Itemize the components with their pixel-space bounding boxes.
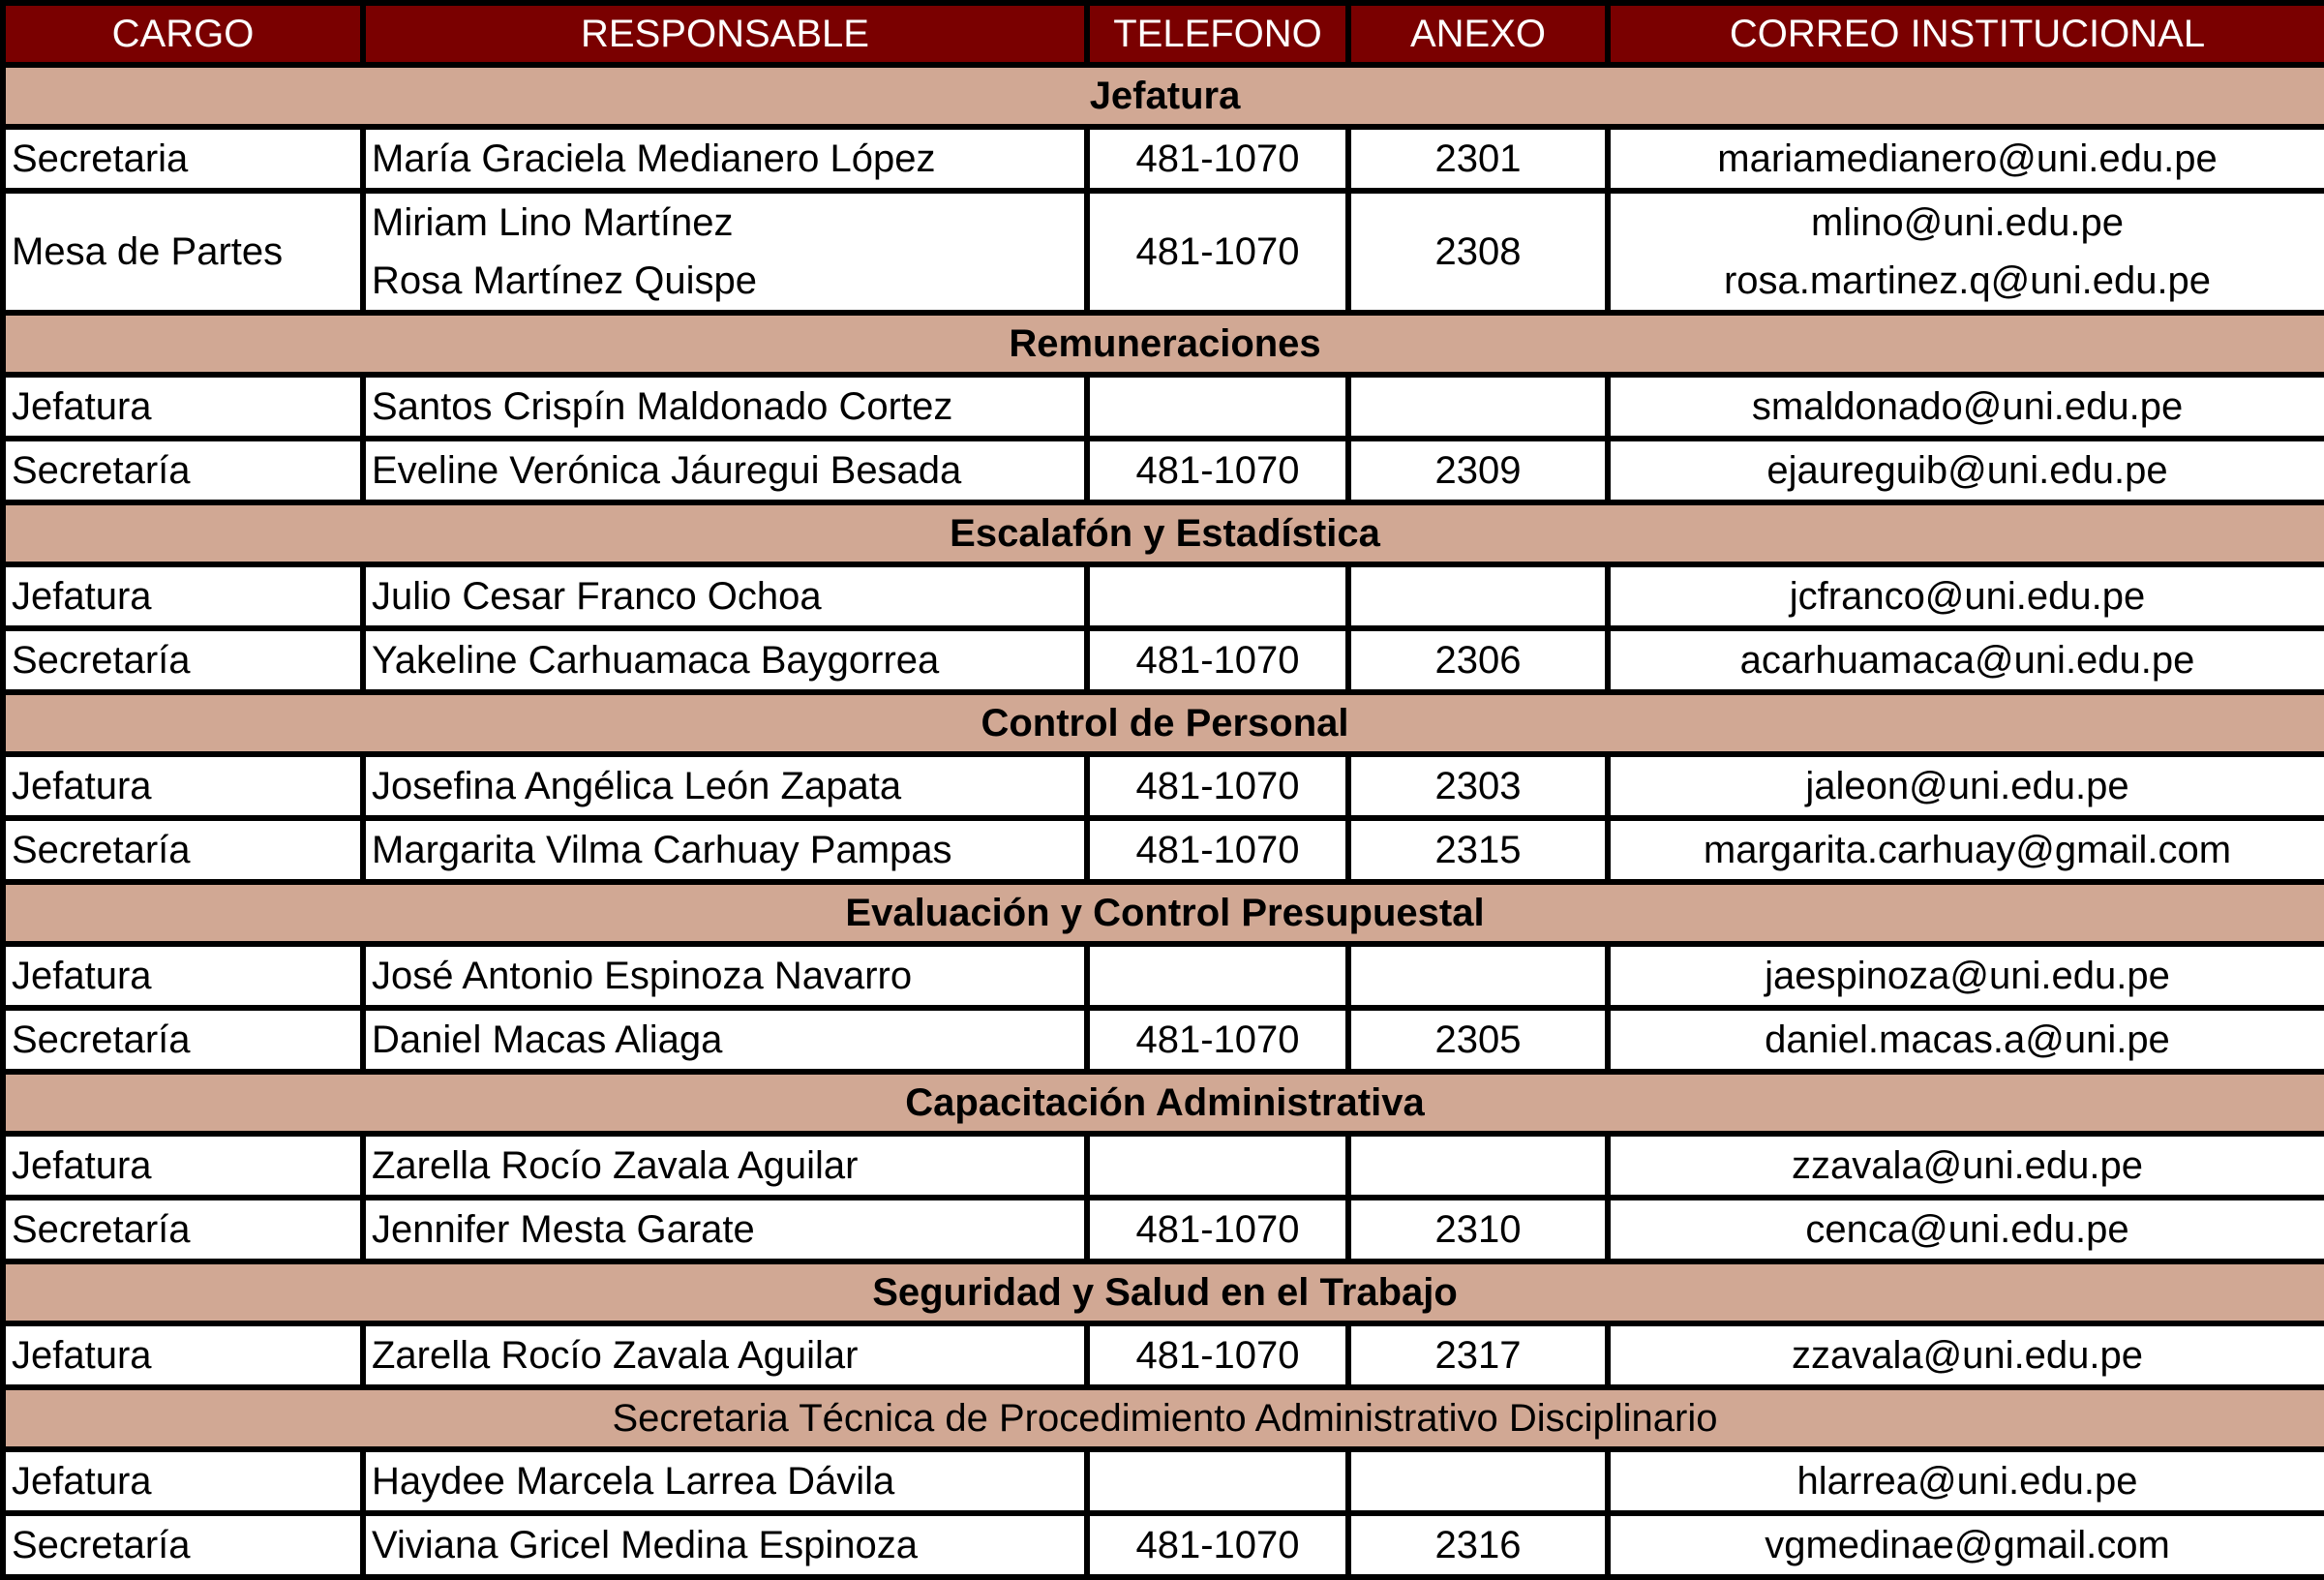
cell-responsable: Julio Cesar Franco Ochoa <box>363 564 1087 628</box>
cell-correo: mariamedianero@uni.edu.pe <box>1608 127 2324 191</box>
cell-responsable: Daniel Macas Aliaga <box>363 1008 1087 1072</box>
table-row <box>3 1513 2324 1577</box>
header-telefono: TELEFONO <box>1087 3 1348 65</box>
table-row <box>3 127 2324 191</box>
cell-responsable: Zarella Rocío Zavala Aguilar <box>363 1134 1087 1198</box>
cell-correo: jaleon@uni.edu.pe <box>1608 754 2324 818</box>
cell-correo: jcfranco@uni.edu.pe <box>1608 564 2324 628</box>
cell-cargo: Secretaría <box>3 628 363 692</box>
section-row <box>3 1387 2324 1449</box>
table-row <box>3 439 2324 502</box>
section-title: Escalafón y Estadística <box>3 502 2324 564</box>
cell-cargo: Jefatura <box>3 1134 363 1198</box>
section-row <box>3 1261 2324 1323</box>
section-title: Remuneraciones <box>3 313 2324 375</box>
correo-line: mlino@uni.edu.pe <box>1810 201 2125 244</box>
table-row <box>3 628 2324 692</box>
cell-telefono: 481-1070 <box>1087 818 1348 882</box>
cell-responsable <box>363 191 1087 313</box>
cell-anexo <box>1348 375 1608 439</box>
section-title: Capacitación Administrativa <box>3 1072 2324 1134</box>
cell-telefono: 481-1070 <box>1087 754 1348 818</box>
table-row <box>3 944 2324 1008</box>
responsable-line: Rosa Martínez Quispe <box>372 259 757 302</box>
cell-cargo: Secretaría <box>3 1008 363 1072</box>
section-title: Jefatura <box>3 65 2324 127</box>
cell-anexo: 2316 <box>1348 1513 1608 1577</box>
cell-cargo: Jefatura <box>3 944 363 1008</box>
cell-responsable: Santos Crispín Maldonado Cortez <box>363 375 1087 439</box>
section-row <box>3 882 2324 944</box>
section-title: Seguridad y Salud en el Trabajo <box>3 1261 2324 1323</box>
cell-cargo: Secretaría <box>3 818 363 882</box>
cell-anexo: 2310 <box>1348 1198 1608 1261</box>
table-row <box>3 818 2324 882</box>
cell-telefono: 481-1070 <box>1087 1198 1348 1261</box>
cell-telefono: 481-1070 <box>1087 191 1348 313</box>
cell-cargo: Secretaría <box>3 1198 363 1261</box>
cell-anexo: 2315 <box>1348 818 1608 882</box>
cell-cargo: Secretaría <box>3 439 363 502</box>
cell-telefono <box>1087 564 1348 628</box>
table-row <box>3 1008 2324 1072</box>
cell-telefono <box>1087 1449 1348 1513</box>
responsable-line: Miriam Lino Martínez <box>372 201 734 244</box>
cell-cargo: Jefatura <box>3 1323 363 1387</box>
cell-correo: jaespinoza@uni.edu.pe <box>1608 944 2324 1008</box>
section-row <box>3 313 2324 375</box>
header-responsable: RESPONSABLE <box>363 3 1087 65</box>
cell-responsable: José Antonio Espinoza Navarro <box>363 944 1087 1008</box>
table-row <box>3 1134 2324 1198</box>
cell-correo: zzavala@uni.edu.pe <box>1608 1134 2324 1198</box>
cell-correo: vgmedinae@gmail.com <box>1608 1513 2324 1577</box>
cell-responsable: Margarita Vilma Carhuay Pampas <box>363 818 1087 882</box>
section-title: Evaluación y Control Presupuestal <box>3 882 2324 944</box>
header-correo: CORREO INSTITUCIONAL <box>1608 3 2324 65</box>
cell-cargo: Jefatura <box>3 564 363 628</box>
cell-responsable: Eveline Verónica Jáuregui Besada <box>363 439 1087 502</box>
cell-correo: cenca@uni.edu.pe <box>1608 1198 2324 1261</box>
cell-telefono: 481-1070 <box>1087 1008 1348 1072</box>
cell-telefono <box>1087 375 1348 439</box>
cell-anexo <box>1348 1449 1608 1513</box>
cell-anexo: 2309 <box>1348 439 1608 502</box>
cell-responsable: María Graciela Medianero López <box>363 127 1087 191</box>
cell-responsable: Josefina Angélica León Zapata <box>363 754 1087 818</box>
table-row <box>3 1198 2324 1261</box>
cell-correo: acarhuamaca@uni.edu.pe <box>1608 628 2324 692</box>
cell-correo: daniel.macas.a@uni.pe <box>1608 1008 2324 1072</box>
cell-cargo: Jefatura <box>3 375 363 439</box>
cell-correo: ejaureguib@uni.edu.pe <box>1608 439 2324 502</box>
cell-anexo: 2308 <box>1348 191 1608 313</box>
cell-correo: margarita.carhuay@gmail.com <box>1608 818 2324 882</box>
cell-correo <box>1608 191 2324 313</box>
cell-telefono: 481-1070 <box>1087 127 1348 191</box>
cell-anexo <box>1348 564 1608 628</box>
section-row <box>3 65 2324 127</box>
cell-cargo: Secretaria <box>3 127 363 191</box>
cell-anexo: 2305 <box>1348 1008 1608 1072</box>
section-title: Control de Personal <box>3 692 2324 754</box>
table-row <box>3 564 2324 628</box>
cell-correo: smaldonado@uni.edu.pe <box>1608 375 2324 439</box>
cell-cargo: Secretaría <box>3 1513 363 1577</box>
cell-cargo: Jefatura <box>3 754 363 818</box>
cell-telefono: 481-1070 <box>1087 1513 1348 1577</box>
table-row <box>3 375 2324 439</box>
cell-telefono <box>1087 1134 1348 1198</box>
cell-correo: zzavala@uni.edu.pe <box>1608 1323 2324 1387</box>
cell-telefono <box>1087 944 1348 1008</box>
table-row <box>3 1449 2324 1513</box>
cell-responsable: Haydee Marcela Larrea Dávila <box>363 1449 1087 1513</box>
cell-telefono: 481-1070 <box>1087 439 1348 502</box>
cell-responsable: Viviana Gricel Medina Espinoza <box>363 1513 1087 1577</box>
section-row <box>3 1072 2324 1134</box>
correo-line: rosa.martinez.q@uni.edu.pe <box>1723 259 2212 302</box>
header-cargo: CARGO <box>3 3 363 65</box>
cell-anexo <box>1348 944 1608 1008</box>
cell-correo: hlarrea@uni.edu.pe <box>1608 1449 2324 1513</box>
cell-responsable: Yakeline Carhuamaca Baygorrea <box>363 628 1087 692</box>
cell-responsable: Jennifer Mesta Garate <box>363 1198 1087 1261</box>
cell-cargo: Mesa de Partes <box>3 191 363 313</box>
cell-cargo: Jefatura <box>3 1449 363 1513</box>
table-row <box>3 754 2324 818</box>
cell-anexo <box>1348 1134 1608 1198</box>
cell-responsable: Zarella Rocío Zavala Aguilar <box>363 1323 1087 1387</box>
cell-telefono: 481-1070 <box>1087 1323 1348 1387</box>
cell-anexo: 2303 <box>1348 754 1608 818</box>
table-row <box>3 1323 2324 1387</box>
table-row <box>3 191 2324 313</box>
cell-anexo: 2301 <box>1348 127 1608 191</box>
header-row <box>3 3 2324 65</box>
cell-anexo: 2306 <box>1348 628 1608 692</box>
cell-anexo: 2317 <box>1348 1323 1608 1387</box>
section-row <box>3 502 2324 564</box>
cell-telefono: 481-1070 <box>1087 628 1348 692</box>
section-row <box>3 692 2324 754</box>
header-anexo: ANEXO <box>1348 3 1608 65</box>
section-title: Secretaria Técnica de Procedimiento Administrativo Disciplinario <box>3 1387 2324 1449</box>
